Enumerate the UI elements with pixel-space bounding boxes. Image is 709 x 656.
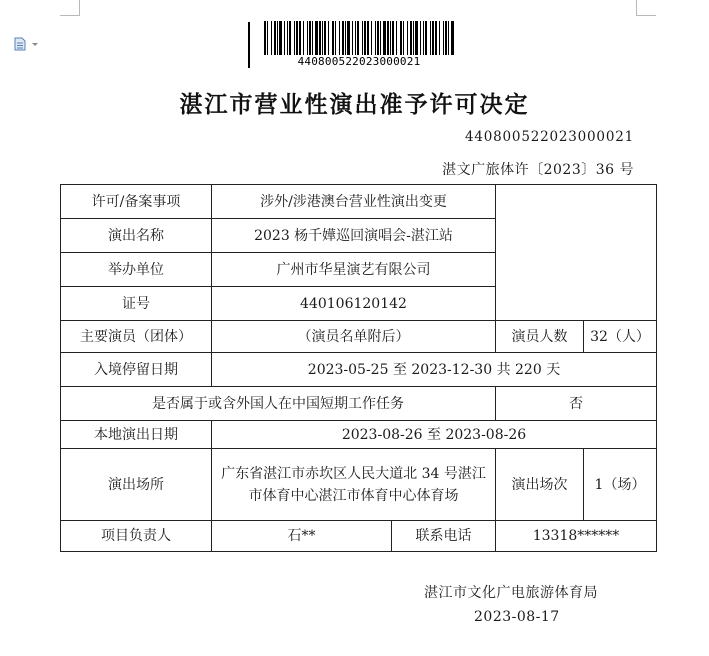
show-name-value: 2023 杨千嬅巡回演唱会-湛江站 xyxy=(212,219,496,253)
barcode-separator xyxy=(248,22,250,68)
performers-label: 主要演员（团体） xyxy=(61,321,212,353)
page-corner-mark-left xyxy=(60,0,80,16)
foreign-work-value: 否 xyxy=(496,387,657,421)
manager-label: 项目负责人 xyxy=(61,521,212,552)
local-dates-label: 本地演出日期 xyxy=(61,421,212,449)
table-row xyxy=(61,185,657,219)
page-corner-mark-right xyxy=(636,0,656,16)
permit-item-label: 许可/备案事项 xyxy=(61,185,212,219)
phone-value: 13318****** xyxy=(496,521,657,552)
license-label: 证号 xyxy=(61,287,212,321)
table-row xyxy=(61,387,657,421)
document-title: 湛江市营业性演出准予许可决定 xyxy=(179,92,530,118)
phone-label: 联系电话 xyxy=(392,521,496,552)
venue-value: 广东省湛江市赤坎区人民大道北 34 号湛江市体育中心湛江市体育中心体育场 xyxy=(212,449,496,521)
performer-count-value: 32（人） xyxy=(584,321,657,353)
show-name-label: 演出名称 xyxy=(61,219,212,253)
permit-table xyxy=(60,184,657,552)
performers-value: （演员名单附后） xyxy=(212,321,496,353)
manager-value: 石** xyxy=(212,521,392,552)
table-row xyxy=(61,421,657,449)
local-dates-value: 2023-08-26 至 2023-08-26 xyxy=(212,421,657,449)
sessions-value: 1（场） xyxy=(584,449,657,521)
barcode-number: 440800522023000021 xyxy=(297,55,421,68)
stay-period-label: 入境停留日期 xyxy=(61,353,212,387)
issuing-authority: 湛江市文化广电旅游体育局 xyxy=(424,585,598,601)
venue-label: 演出场所 xyxy=(61,449,212,521)
barcode xyxy=(264,21,454,55)
document-number: 440800522023000021 xyxy=(464,129,634,145)
foreign-work-label: 是否属于或含外国人在中国短期工作任务 xyxy=(61,387,496,421)
document-icon[interactable] xyxy=(14,37,40,51)
organizer-value: 广州市华星演艺有限公司 xyxy=(212,253,496,287)
table-row xyxy=(61,353,657,387)
stay-period-value: 2023-05-25 至 2023-12-30 共 220 天 xyxy=(212,353,657,387)
reference-number: 湛文广旅体许〔2023〕36 号 xyxy=(442,162,634,178)
license-value: 440106120142 xyxy=(212,287,496,321)
issue-date: 2023-08-17 xyxy=(474,609,560,625)
permit-item-value: 涉外/涉港澳台营业性演出变更 xyxy=(212,185,496,219)
table-row xyxy=(61,449,657,521)
performer-count-label: 演员人数 xyxy=(496,321,584,353)
table-row xyxy=(61,521,657,552)
sessions-label: 演出场次 xyxy=(496,449,584,521)
organizer-label: 举办单位 xyxy=(61,253,212,287)
blank-cell xyxy=(496,185,657,321)
table-row xyxy=(61,321,657,353)
